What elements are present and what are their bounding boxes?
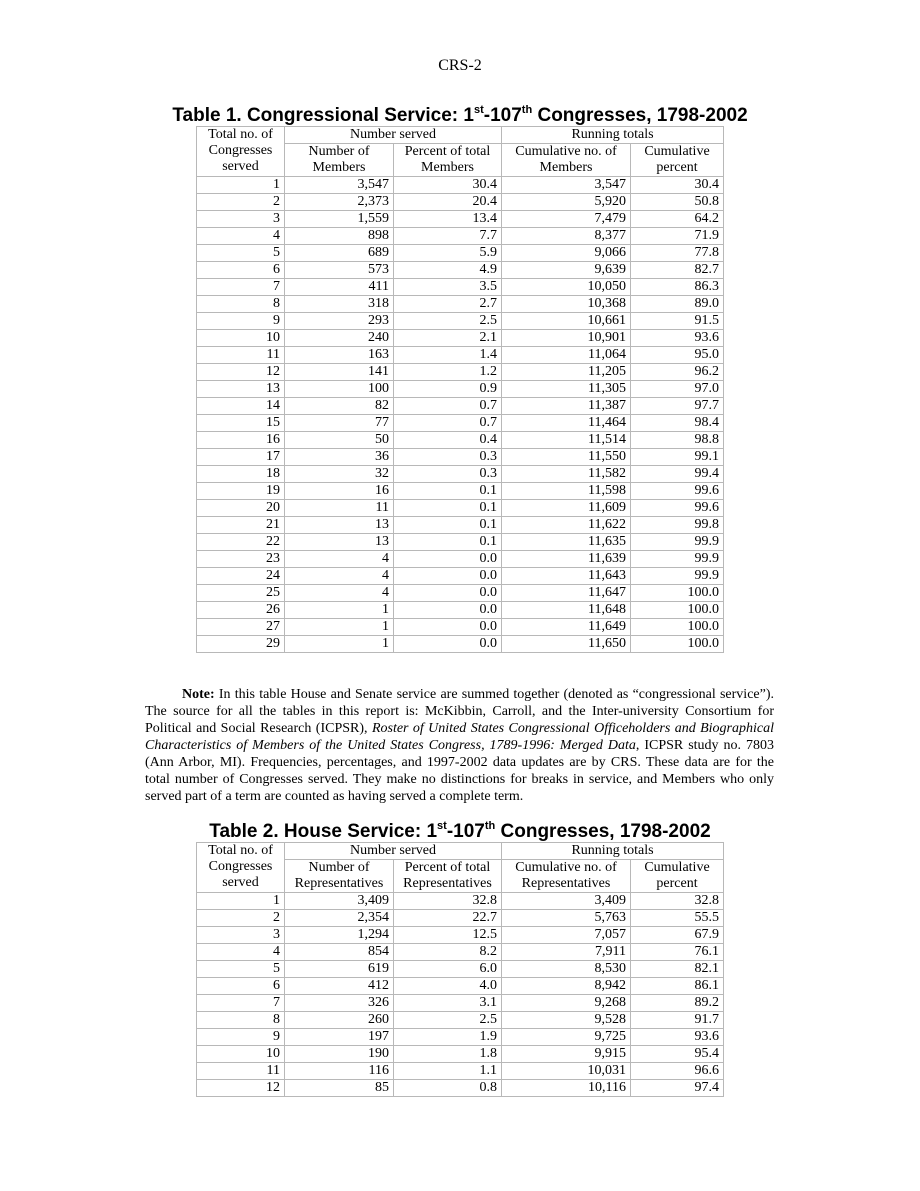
table-cell: 20 [197, 500, 285, 517]
table-cell: 573 [285, 262, 394, 279]
table-cell: 11,639 [502, 551, 631, 568]
group-header-number-served: Number served [285, 127, 502, 144]
table-row [197, 568, 724, 585]
table-cell: 9,915 [502, 1046, 631, 1063]
table-row [197, 330, 724, 347]
table-row [197, 619, 724, 636]
table-row [197, 1012, 724, 1029]
table-cell: 11,650 [502, 636, 631, 653]
table-cell: 9 [197, 313, 285, 330]
group-header-running-totals: Running totals [502, 127, 724, 144]
table-cell: 1 [285, 636, 394, 653]
table-cell: 32 [285, 466, 394, 483]
table-cell: 14 [197, 398, 285, 415]
table-cell: 91.7 [631, 1012, 724, 1029]
table-row [197, 927, 724, 944]
table-cell: 9,725 [502, 1029, 631, 1046]
table-cell: 0.7 [394, 415, 502, 432]
table-note [145, 686, 774, 805]
table-cell: 7.7 [394, 228, 502, 245]
table-cell: 3,547 [502, 177, 631, 194]
table-cell: 77.8 [631, 245, 724, 262]
table-cell: 5 [197, 961, 285, 978]
table-cell: 93.6 [631, 330, 724, 347]
table-cell: 11,649 [502, 619, 631, 636]
table-cell: 99.1 [631, 449, 724, 466]
table-cell: 71.9 [631, 228, 724, 245]
table-cell: 5,763 [502, 910, 631, 927]
table-cell: 9,268 [502, 995, 631, 1012]
table-cell: 9,639 [502, 262, 631, 279]
table-cell: 21 [197, 517, 285, 534]
table-cell: 100.0 [631, 619, 724, 636]
table-cell: 411 [285, 279, 394, 296]
table-cell: 67.9 [631, 927, 724, 944]
table-cell: 77 [285, 415, 394, 432]
table-cell: 1.2 [394, 364, 502, 381]
table-cell: 27 [197, 619, 285, 636]
table-cell: 7,911 [502, 944, 631, 961]
table-cell: 0.1 [394, 517, 502, 534]
table-cell: 326 [285, 995, 394, 1012]
table-cell: 8,530 [502, 961, 631, 978]
table-cell: 50.8 [631, 194, 724, 211]
table-cell: 30.4 [631, 177, 724, 194]
table-cell: 11,550 [502, 449, 631, 466]
table-cell: 18 [197, 466, 285, 483]
table2-body [197, 893, 724, 1097]
table-row [197, 893, 724, 910]
table-cell: 1 [285, 619, 394, 636]
table-cell: 4 [197, 944, 285, 961]
table-cell: 13 [285, 534, 394, 551]
table2 [196, 842, 724, 1097]
table-cell: 64.2 [631, 211, 724, 228]
table-cell: 0.4 [394, 432, 502, 449]
table-cell: 98.8 [631, 432, 724, 449]
table-cell: 97.0 [631, 381, 724, 398]
table-cell: 89.0 [631, 296, 724, 313]
table-row [197, 262, 724, 279]
col-header-cumulative-percent: Cumulative percent [631, 860, 724, 893]
table-row [197, 381, 724, 398]
table-cell: 9,066 [502, 245, 631, 262]
table1-title: Table 1. Congressional Service: 1st-107th Congresses, 1798-2002 [172, 103, 748, 126]
col-header-congresses-served: Total no. of Congresses served [197, 843, 285, 893]
table-cell: 8,942 [502, 978, 631, 995]
table-cell: 11 [197, 347, 285, 364]
table-cell: 2 [197, 910, 285, 927]
table-row [197, 1029, 724, 1046]
table-row [197, 483, 724, 500]
table-cell: 91.5 [631, 313, 724, 330]
table-cell: 11,064 [502, 347, 631, 364]
table-row [197, 910, 724, 927]
table-cell: 11,464 [502, 415, 631, 432]
table-cell: 689 [285, 245, 394, 262]
table-cell: 17 [197, 449, 285, 466]
table-cell: 11,305 [502, 381, 631, 398]
table-cell: 99.6 [631, 483, 724, 500]
note-label: Note: [182, 687, 215, 702]
table-cell: 1.4 [394, 347, 502, 364]
table-cell: 9,528 [502, 1012, 631, 1029]
table-cell: 412 [285, 978, 394, 995]
table-cell: 1.1 [394, 1063, 502, 1080]
table1-body [197, 177, 724, 653]
table-cell: 1,294 [285, 927, 394, 944]
table-cell: 10,661 [502, 313, 631, 330]
table-cell: 16 [197, 432, 285, 449]
table-cell: 11 [285, 500, 394, 517]
table-cell: 4 [285, 585, 394, 602]
table-cell: 10 [197, 330, 285, 347]
table-cell: 2.7 [394, 296, 502, 313]
table-row [197, 500, 724, 517]
table-row [197, 466, 724, 483]
table-row [197, 296, 724, 313]
table-row [197, 364, 724, 381]
table-cell: 12.5 [394, 927, 502, 944]
table-cell: 8 [197, 1012, 285, 1029]
table-cell: 5.9 [394, 245, 502, 262]
table-cell: 85 [285, 1080, 394, 1097]
table-cell: 0.0 [394, 602, 502, 619]
table-cell: 4 [285, 568, 394, 585]
note-text-1: In this table House and Senate service are summed together (denoted as “congressional service”). The source for all the tables in this report is: McKibbin, Carroll, and the Inter-university Consortium for Political and Social Research (ICPSR), [145, 687, 774, 736]
col-header-number-of-members: Number of Members [285, 144, 394, 177]
table-cell: 116 [285, 1063, 394, 1080]
table-cell: 10,116 [502, 1080, 631, 1097]
table-cell: 98.4 [631, 415, 724, 432]
table-cell: 82 [285, 398, 394, 415]
table-cell: 0.0 [394, 585, 502, 602]
table-row [197, 313, 724, 330]
table-cell: 3.5 [394, 279, 502, 296]
table-row [197, 279, 724, 296]
table-cell: 0.0 [394, 619, 502, 636]
table-cell: 99.8 [631, 517, 724, 534]
table-cell: 0.1 [394, 483, 502, 500]
table-cell: 13.4 [394, 211, 502, 228]
table-cell: 0.9 [394, 381, 502, 398]
table-cell: 0.3 [394, 466, 502, 483]
table-cell: 96.6 [631, 1063, 724, 1080]
table-cell: 1 [197, 893, 285, 910]
table-cell: 6 [197, 262, 285, 279]
table-cell: 197 [285, 1029, 394, 1046]
table-cell: 5 [197, 245, 285, 262]
table-cell: 9 [197, 1029, 285, 1046]
table-cell: 11,387 [502, 398, 631, 415]
table-cell: 10,368 [502, 296, 631, 313]
table-cell: 11,648 [502, 602, 631, 619]
table-cell: 11,514 [502, 432, 631, 449]
table-cell: 1.9 [394, 1029, 502, 1046]
table-cell: 99.9 [631, 551, 724, 568]
table-row [197, 995, 724, 1012]
table-cell: 26 [197, 602, 285, 619]
table-cell: 5,920 [502, 194, 631, 211]
table-cell: 97.4 [631, 1080, 724, 1097]
table-cell: 99.4 [631, 466, 724, 483]
table-cell: 0.0 [394, 568, 502, 585]
table-cell: 99.9 [631, 568, 724, 585]
table-cell: 898 [285, 228, 394, 245]
table-row [197, 449, 724, 466]
table-cell: 2 [197, 194, 285, 211]
table-cell: 99.9 [631, 534, 724, 551]
table-cell: 1 [197, 177, 285, 194]
table-cell: 3,409 [285, 893, 394, 910]
table-cell: 13 [197, 381, 285, 398]
table-row [197, 517, 724, 534]
table-cell: 4 [285, 551, 394, 568]
table-cell: 7 [197, 279, 285, 296]
table-cell: 76.1 [631, 944, 724, 961]
group-header-running-totals: Running totals [502, 843, 724, 860]
table-cell: 36 [285, 449, 394, 466]
table-cell: 7 [197, 995, 285, 1012]
table-row [197, 534, 724, 551]
table-cell: 100.0 [631, 585, 724, 602]
table-cell: 2.5 [394, 1012, 502, 1029]
col-header-percent-of-total: Percent of total Members [394, 144, 502, 177]
table-row [197, 194, 724, 211]
table-cell: 11,622 [502, 517, 631, 534]
table-cell: 12 [197, 364, 285, 381]
table-cell: 100.0 [631, 602, 724, 619]
table-cell: 95.0 [631, 347, 724, 364]
table-cell: 11,609 [502, 500, 631, 517]
table1 [196, 126, 724, 653]
table-cell: 4.0 [394, 978, 502, 995]
table-cell: 141 [285, 364, 394, 381]
table-cell: 50 [285, 432, 394, 449]
table-cell: 3 [197, 927, 285, 944]
table-cell: 93.6 [631, 1029, 724, 1046]
table-row [197, 551, 724, 568]
table-row [197, 944, 724, 961]
table-row [197, 585, 724, 602]
page-header: CRS-2 [438, 57, 482, 74]
table-cell: 6.0 [394, 961, 502, 978]
table-row [197, 432, 724, 449]
table-row [197, 636, 724, 653]
table-cell: 6 [197, 978, 285, 995]
table-cell: 30.4 [394, 177, 502, 194]
table-cell: 25 [197, 585, 285, 602]
note-text-2: , ICPSR study no. 7803 (Ann Arbor, MI). Frequencies, percentages, and 1997-2002 data updates are by CRS. These data are for the total number of Congresses served. They make no distinctions for breaks in service, and Members who only served part of a term are counted as having served a complete term. [145, 738, 774, 804]
table-cell: 86.1 [631, 978, 724, 995]
table-row [197, 177, 724, 194]
table-cell: 4.9 [394, 262, 502, 279]
table-cell: 22.7 [394, 910, 502, 927]
table-cell: 97.7 [631, 398, 724, 415]
table-cell: 854 [285, 944, 394, 961]
table2-title: Table 2. House Service: 1st-107th Congresses, 1798-2002 [209, 819, 711, 842]
table-cell: 32.8 [394, 893, 502, 910]
table-cell: 89.2 [631, 995, 724, 1012]
group-header-number-served: Number served [285, 843, 502, 860]
table-cell: 11,598 [502, 483, 631, 500]
table-cell: 8 [197, 296, 285, 313]
table-cell: 0.0 [394, 636, 502, 653]
table-row [197, 1063, 724, 1080]
table-cell: 15 [197, 415, 285, 432]
table-row [197, 228, 724, 245]
table-cell: 10,901 [502, 330, 631, 347]
table-cell: 23 [197, 551, 285, 568]
table-cell: 82.7 [631, 262, 724, 279]
table-row [197, 602, 724, 619]
table-cell: 2,354 [285, 910, 394, 927]
table-cell: 8,377 [502, 228, 631, 245]
table-cell: 11,643 [502, 568, 631, 585]
table-cell: 10 [197, 1046, 285, 1063]
table-cell: 96.2 [631, 364, 724, 381]
table-cell: 11,647 [502, 585, 631, 602]
table-cell: 3,547 [285, 177, 394, 194]
table-cell: 3 [197, 211, 285, 228]
table-cell: 240 [285, 330, 394, 347]
table-cell: 318 [285, 296, 394, 313]
table-cell: 163 [285, 347, 394, 364]
table-cell: 7,057 [502, 927, 631, 944]
table-cell: 82.1 [631, 961, 724, 978]
table-cell: 19 [197, 483, 285, 500]
table-cell: 0.8 [394, 1080, 502, 1097]
table-row [197, 245, 724, 262]
table-cell: 260 [285, 1012, 394, 1029]
table-cell: 95.4 [631, 1046, 724, 1063]
table-cell: 2.5 [394, 313, 502, 330]
table-cell: 2,373 [285, 194, 394, 211]
table-cell: 32.8 [631, 893, 724, 910]
table-cell: 190 [285, 1046, 394, 1063]
table-cell: 8.2 [394, 944, 502, 961]
table-cell: 24 [197, 568, 285, 585]
table-cell: 293 [285, 313, 394, 330]
table-cell: 99.6 [631, 500, 724, 517]
table-cell: 0.3 [394, 449, 502, 466]
table-cell: 11,635 [502, 534, 631, 551]
table-row [197, 415, 724, 432]
table-row [197, 398, 724, 415]
table-cell: 86.3 [631, 279, 724, 296]
col-header-number-of-representatives: Number of Representatives [285, 860, 394, 893]
table-cell: 3.1 [394, 995, 502, 1012]
table-row [197, 211, 724, 228]
table-row [197, 347, 724, 364]
table-cell: 16 [285, 483, 394, 500]
table-cell: 11,582 [502, 466, 631, 483]
table-cell: 11,205 [502, 364, 631, 381]
table-cell: 100.0 [631, 636, 724, 653]
table-cell: 0.1 [394, 534, 502, 551]
table-cell: 55.5 [631, 910, 724, 927]
table-cell: 3,409 [502, 893, 631, 910]
col-header-cumulative-number: Cumulative no. of Members [502, 144, 631, 177]
table-row [197, 1080, 724, 1097]
table-row [197, 978, 724, 995]
table-cell: 619 [285, 961, 394, 978]
table-cell: 0.7 [394, 398, 502, 415]
table-cell: 12 [197, 1080, 285, 1097]
table-cell: 2.1 [394, 330, 502, 347]
table-row [197, 1046, 724, 1063]
table-cell: 29 [197, 636, 285, 653]
note-source-title: Roster of United States Congressional Officeholders and Biographical Characteristics of Members of the United States Congress, 1789-1996: Merged Data [145, 721, 774, 753]
table-cell: 4 [197, 228, 285, 245]
col-header-cumulative-percent: Cumulative percent [631, 144, 724, 177]
col-header-percent-of-total: Percent of total Representatives [394, 860, 502, 893]
table-cell: 1 [285, 602, 394, 619]
table-cell: 1,559 [285, 211, 394, 228]
table-cell: 10,031 [502, 1063, 631, 1080]
table-cell: 11 [197, 1063, 285, 1080]
table-cell: 0.1 [394, 500, 502, 517]
table-cell: 1.8 [394, 1046, 502, 1063]
table-cell: 22 [197, 534, 285, 551]
col-header-cumulative-number: Cumulative no. of Representatives [502, 860, 631, 893]
table-cell: 7,479 [502, 211, 631, 228]
table-cell: 0.0 [394, 551, 502, 568]
table-cell: 20.4 [394, 194, 502, 211]
table-cell: 100 [285, 381, 394, 398]
table-cell: 13 [285, 517, 394, 534]
col-header-congresses-served: Total no. of Congresses served [197, 127, 285, 177]
table-cell: 10,050 [502, 279, 631, 296]
table-row [197, 961, 724, 978]
